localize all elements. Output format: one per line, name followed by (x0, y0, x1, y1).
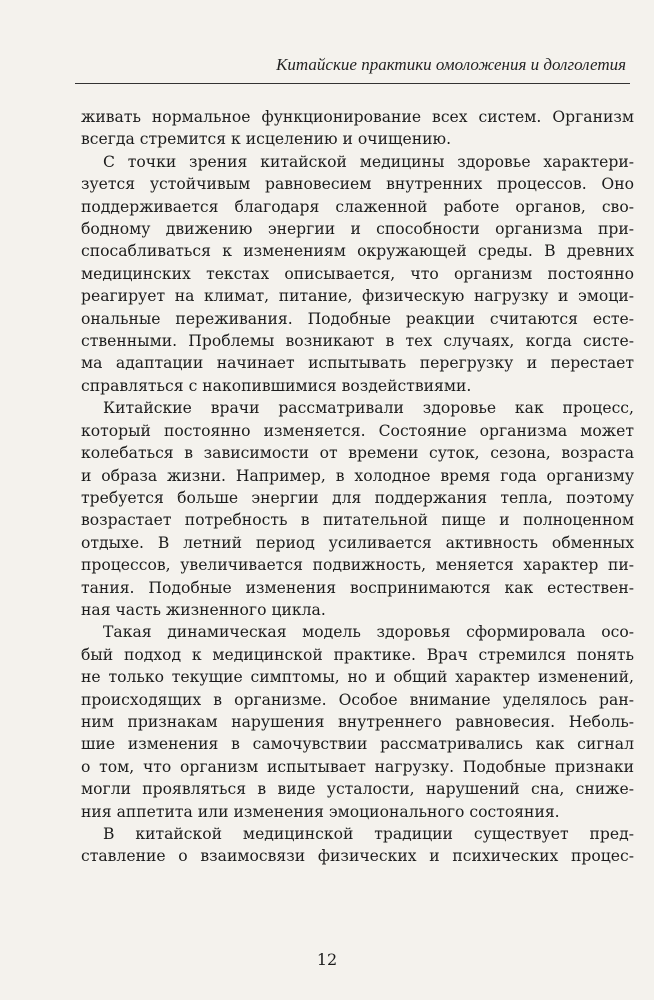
text-line: справляться с накопившимися воздействиями. (81, 376, 472, 395)
text-line: бый подход к медицинской практике. Врач стремился понять (81, 645, 634, 664)
text-line: ональные переживания. Подобные реакции считаются есте- (81, 309, 634, 328)
text-line: шие изменения в самочувствии рассматривались как сигнал (81, 735, 634, 754)
text-line: ная часть жизненного цикла. (81, 600, 326, 619)
text-line: зуется устойчивым равновесием внутренних процессов. Оно (81, 175, 634, 194)
text-line: ственными. Проблемы возникают в тех случаях, когда систе- (81, 332, 634, 351)
text-line: колебаться в зависимости от времени суток, сезона, возраста (81, 444, 634, 463)
text-line: Китайские врачи рассматривали здоровье как процесс, (103, 399, 634, 418)
text-line: реагирует на климат, питание, физическую нагрузку и эмоци- (81, 287, 634, 306)
text-line: и образа жизни. Например, в холодное время года организму (81, 466, 634, 485)
text-line: который постоянно изменяется. Состояние организма может (81, 421, 634, 440)
page-number: 12 (316, 950, 338, 969)
text-line: ставление о взаимосвязи физических и психических процес- (81, 847, 634, 866)
text-line: могли проявляться в виде усталости, нарушений сна, сниже- (81, 780, 634, 799)
text-line: возрастает потребность в питательной пище и полноценном (81, 511, 634, 530)
text-line: В китайской медицинской традиции существует пред- (103, 825, 634, 843)
text-line: всегда стремится к исцелению и очищению. (81, 130, 452, 149)
text-line: медицинских текстах описывается, что организм постоянно (81, 264, 634, 283)
text-line: о том, что организм испытывает нагрузку. Подобные признаки (81, 757, 634, 776)
text-line: бодному движению энергии и способности организма при- (81, 220, 634, 239)
text-line: ния аппетита или изменения эмоционального состояния. (81, 802, 560, 821)
header-rule (75, 83, 630, 84)
text-line: ним признакам нарушения внутреннего равновесия. Неболь- (81, 712, 634, 731)
text-line: не только текущие симптомы, но и общий характер изменений, (81, 668, 634, 687)
text-line: отдыхе. В летний период усиливается активность обменных (81, 533, 634, 552)
text-line: спосабливаться к изменениям окружающей среды. В древних (81, 242, 634, 261)
text-line: ма адаптации начинает испытывать перегрузку и перестает (81, 354, 634, 373)
text-line: тания. Подобные изменения воспринимаются как естествен- (81, 578, 634, 597)
text-line: живать нормальное функционирование всех систем. Организм (81, 108, 634, 126)
text-line: происходящих в организме. Особое внимание уделялось ран- (81, 690, 634, 709)
text-line: поддерживается благодаря слаженной работе органов, сво- (81, 197, 634, 216)
text-line: С точки зрения китайской медицины здоровье характери- (103, 152, 634, 171)
text-line: процессов, увеличивается подвижность, меняется характер пи- (81, 556, 634, 575)
text-line: требуется больше энергии для поддержания тепла, поэтому (81, 488, 634, 507)
body-text (81, 106, 634, 868)
text-line: Такая динамическая модель здоровья сформировала осо- (103, 623, 634, 642)
running-header (75, 50, 630, 84)
running-header-title: Китайские практики омоложения и долголетия (276, 55, 626, 74)
